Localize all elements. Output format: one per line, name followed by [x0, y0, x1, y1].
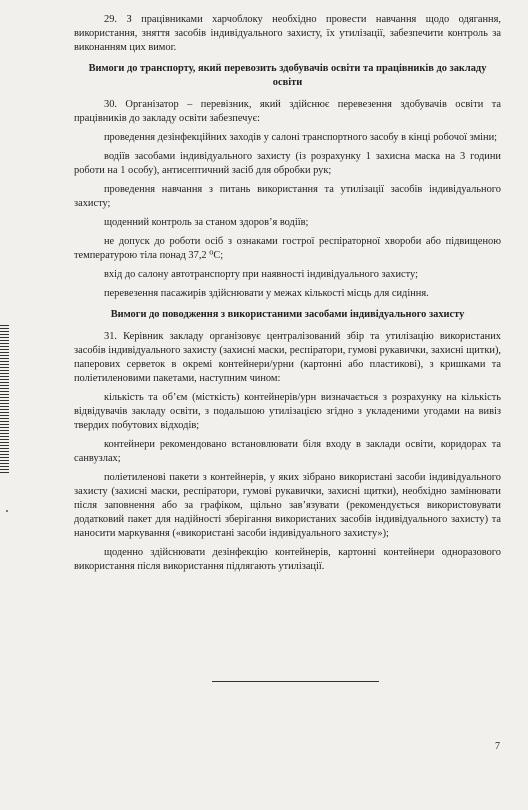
ppe-item: контейнери рекомендовано встановлювати біля входу в заклади освіти, коридорах та санвузлах;: [74, 439, 501, 464]
ppe-item: поліетиленові пакети з контейнерів, у яких зібрано використані засоби індивідуального захисту (захисні маски, респіратори, гумові рукавички, захисні щитки), необхідно замінювати після заповнення або за графіком, щільно зав’язувати (рекомендується використовувати додатковий пакет для надійності зберігання використаних засобів індивідуального захисту) та наносити маркування («використані засоби індивідуального захисту»);: [74, 472, 501, 539]
transport-item: щоденний контроль за станом здоров’я водіїв;: [104, 217, 309, 228]
transport-item: водіїв засобами індивідуального захисту (із розрахунку 1 захисна маска на 3 години роботи на 1 особу), антисептичний засіб для обробки рук;: [74, 151, 501, 176]
heading-ppe-disposal: Вимоги до поводження з використаними засобами індивідуального захисту: [110, 309, 465, 320]
ppe-item: щоденно здійснювати дезінфекцію контейнерів, картонні контейнери одноразового використання після використання підлягають утилізації.: [74, 547, 501, 572]
document-body: [74, 13, 501, 579]
heading-transport-requirements: Вимоги до транспорту, який перевозить здобувачів освіти та працівників до закладу освіти: [88, 63, 487, 88]
paragraph-29: 29. З працівниками харчоблоку необхідно провести навчання щодо одягання, використання, зняття засобів індивідуального захисту, їх утилізації, забезпечити контроль за виконанням цих вимог.: [74, 14, 501, 53]
page-number: 7: [495, 741, 500, 752]
transport-item: не допуск до роботи осіб з ознаками гострої респіраторної хвороби або підвищеною температурою тіла понад 37,2 ⁰С;: [74, 236, 501, 261]
paragraph-31: 31. Керівник закладу організовує централізований збір та утилізацію використаних засобів індивідуального захисту (захисні маски, респіратори, гумові рукавички, захисні щитки), паперових серветок в окремі контейнери/урни (картонні або пластикові), з кришками та поліетиленовими пакетами, наступним чином:: [74, 331, 501, 384]
transport-item: проведення дезінфекційних заходів у салоні транспортного засобу в кінці робочої зміни;: [104, 132, 498, 143]
ppe-item: кількість та об’єм (місткість) контейнерів/урн визначається з розрахунку на кількість відвідувачів закладу освіти, з подальшою утилізацією згідно з укладеними угодами на вивіз твердих побутових відходів;: [74, 392, 501, 431]
scan-mark: [6, 510, 8, 512]
paragraph-30: 30. Організатор – перевізник, який здійснює перевезення здобувачів освіти та працівників до закладу освіти забезпечує:: [74, 99, 501, 124]
transport-item: перевезення пасажирів здійснювати у межах кількості місць для сидіння.: [104, 288, 429, 299]
transport-item: проведення навчання з питань використання та утилізації засобів індивідуального захисту;: [74, 184, 501, 209]
end-divider: [212, 681, 379, 682]
transport-item: вхід до салону автотранспорту при наявності індивідуального захисту;: [104, 269, 418, 280]
side-barcode: [0, 325, 9, 475]
